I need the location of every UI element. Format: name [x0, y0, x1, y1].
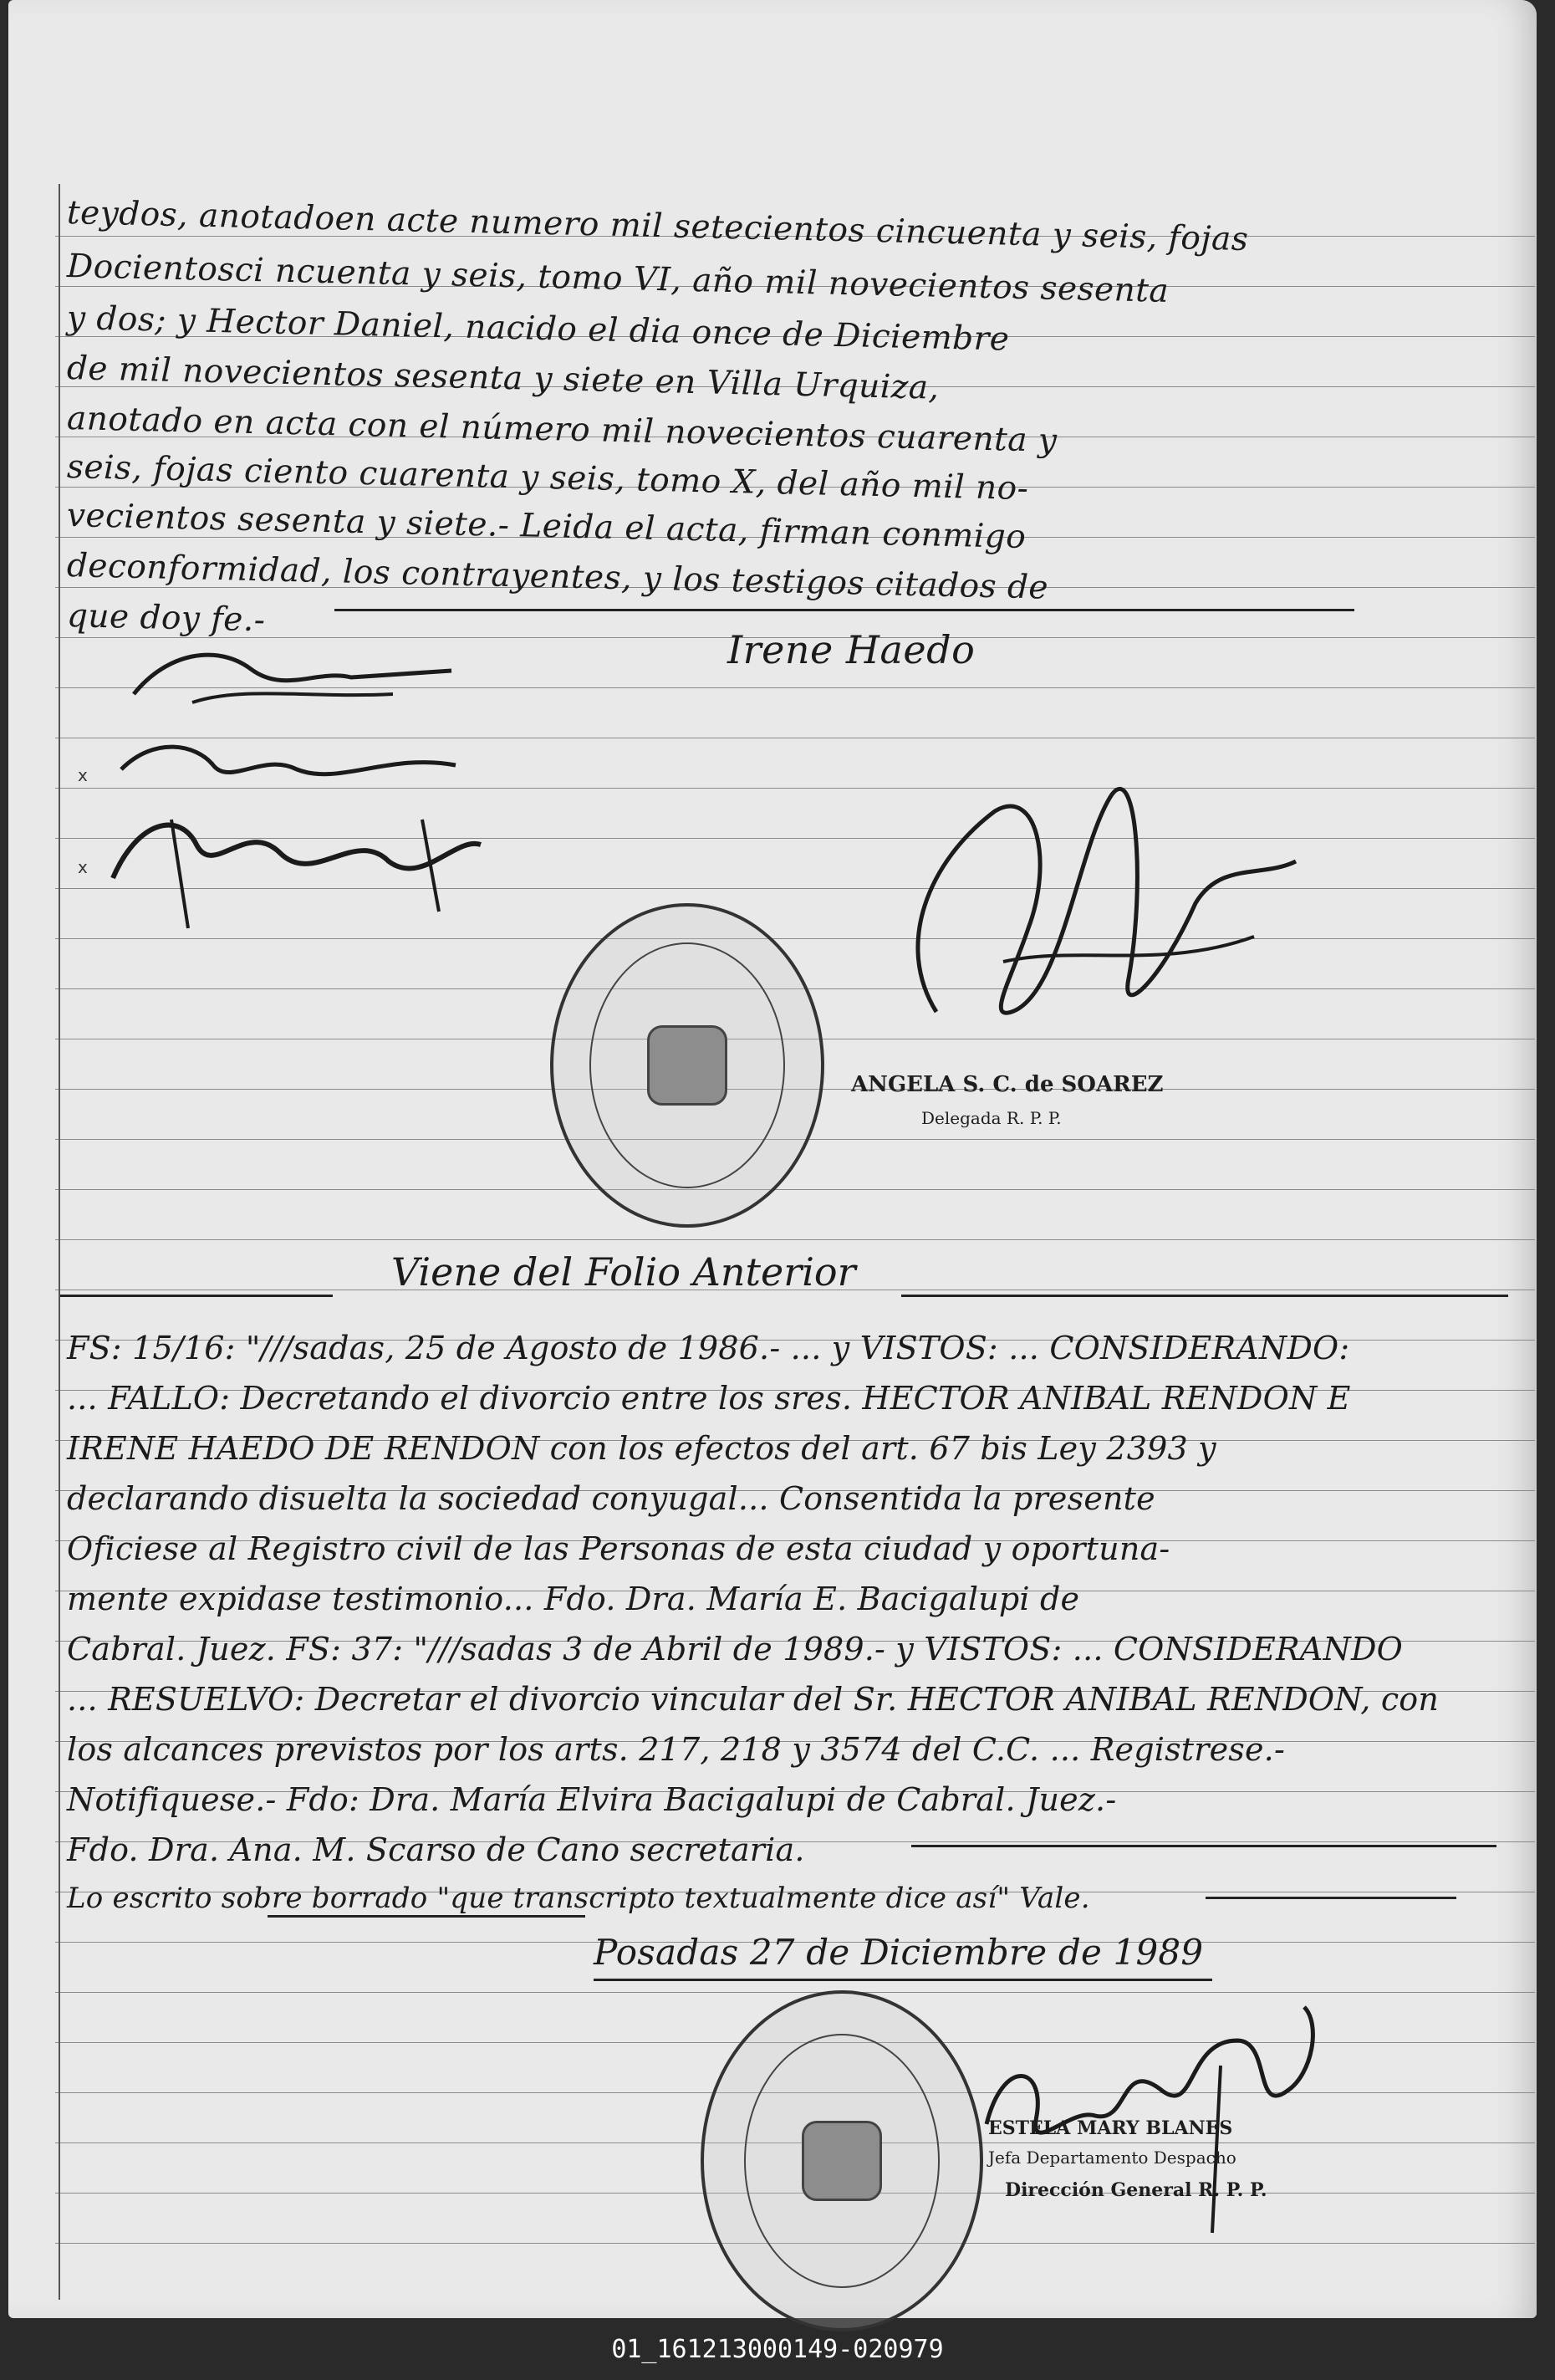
handwritten-line: teydos, anotadoen acte numero mil setecientos cincuenta y seis, fojas	[66, 194, 1249, 259]
signature-irene-haedo: Irene Haedo	[727, 627, 976, 672]
closing-line	[1206, 1897, 1456, 1899]
handwritten-line: Notifiquese.- Fdo: Dra. María Elvira Bacigalupi de Cabral. Juez.-	[67, 1781, 1117, 1818]
heading-rule-left	[60, 1295, 333, 1297]
coat-of-arms-icon	[802, 2121, 882, 2201]
date-underline	[594, 1979, 1212, 1981]
ruled-line	[55, 1239, 1535, 1240]
margin-line	[59, 184, 60, 2300]
handwritten-line: los alcances previstos por los arts. 217, 218 y 3574 del C.C. ... Registrese.-	[67, 1731, 1286, 1768]
handwritten-line: deconformidad, los contrayentes, y los testigos citados de	[66, 547, 1049, 607]
delegate-title: Delegada R. P. P.	[921, 1108, 1062, 1128]
handwritten-line: de mil novecientos sesenta y siete en Villa Urquiza,	[66, 350, 940, 407]
official-seal-delegation	[550, 903, 824, 1228]
director-office: Dirección General R. P. P.	[1005, 2179, 1267, 2201]
director-name: ESTELA MARY BLANES	[988, 2117, 1233, 2139]
handwritten-line: Lo escrito sobre borrado "que transcripto textualmente dice así" Vale.	[67, 1882, 1090, 1915]
handwritten-line: anotado en acta con el número mil novecientos cuarenta y	[66, 400, 1058, 460]
handwritten-line: Docientosci ncuenta y seis, tomo VI, año mil novecientos sesenta	[66, 248, 1170, 310]
handwritten-line: y dos; y Hector Daniel, nacido el dia once de Diciembre	[66, 299, 1010, 359]
official-seal-direction	[701, 1990, 983, 2331]
director-title: Jefa Departamento Despacho	[988, 2148, 1236, 2168]
handwritten-line: IRENE HAEDO DE RENDON con los efectos del art. 67 bis Ley 2393 y	[67, 1430, 1216, 1467]
ruled-line	[55, 1189, 1535, 1190]
handwritten-line: mente expidase testimonio... Fdo. Dra. María E. Bacigalupi de	[67, 1581, 1080, 1617]
handwritten-line: ... RESUELVO: Decretar el divorcio vincular del Sr. HECTOR ANIBAL RENDON, con	[67, 1681, 1440, 1718]
coat-of-arms-icon	[647, 1025, 727, 1106]
handwritten-line: que doy fe.-	[66, 597, 266, 640]
handwritten-line: ... FALLO: Decretando el divorcio entre los sres. HECTOR ANIBAL RENDON E	[67, 1380, 1351, 1417]
delegate-name: ANGELA S. C. de SOAREZ	[851, 1072, 1164, 1097]
margin-mark: x	[78, 765, 88, 785]
closing-line	[268, 1915, 585, 1918]
image-id-caption: 01_161213000149-020979	[611, 2335, 944, 2364]
place-and-date: Posadas 27 de Diciembre de 1989	[594, 1932, 1204, 1973]
page-heading: Viene del Folio Anterior	[391, 1249, 856, 1295]
handwritten-line: FS: 15/16: "///sadas, 25 de Agosto de 1986.- ... y VISTOS: ... CONSIDERANDO:	[67, 1330, 1350, 1366]
heading-rule-right	[901, 1295, 1508, 1297]
closing-line	[334, 609, 1354, 611]
handwritten-line: declarando disuelta la sociedad conyugal... Consentida la presente	[67, 1480, 1155, 1517]
margin-mark: x	[78, 857, 88, 877]
handwritten-line: vecientos sesenta y siete.- Leida el acta, firman conmigo	[66, 497, 1027, 557]
handwritten-line: Oficiese al Registro civil de las Personas de esta ciudad y oportuna-	[67, 1530, 1170, 1567]
handwritten-line: Cabral. Juez. FS: 37: "///sadas 3 de Abril de 1989.- y VISTOS: ... CONSIDERANDO	[67, 1631, 1403, 1668]
closing-line	[911, 1845, 1496, 1847]
handwritten-line: Fdo. Dra. Ana. M. Scarso de Cano secretaria.	[67, 1831, 805, 1868]
handwritten-line: seis, fojas ciento cuarenta y seis, tomo X, del año mil no-	[66, 448, 1029, 508]
ledger-page	[8, 0, 1537, 2318]
